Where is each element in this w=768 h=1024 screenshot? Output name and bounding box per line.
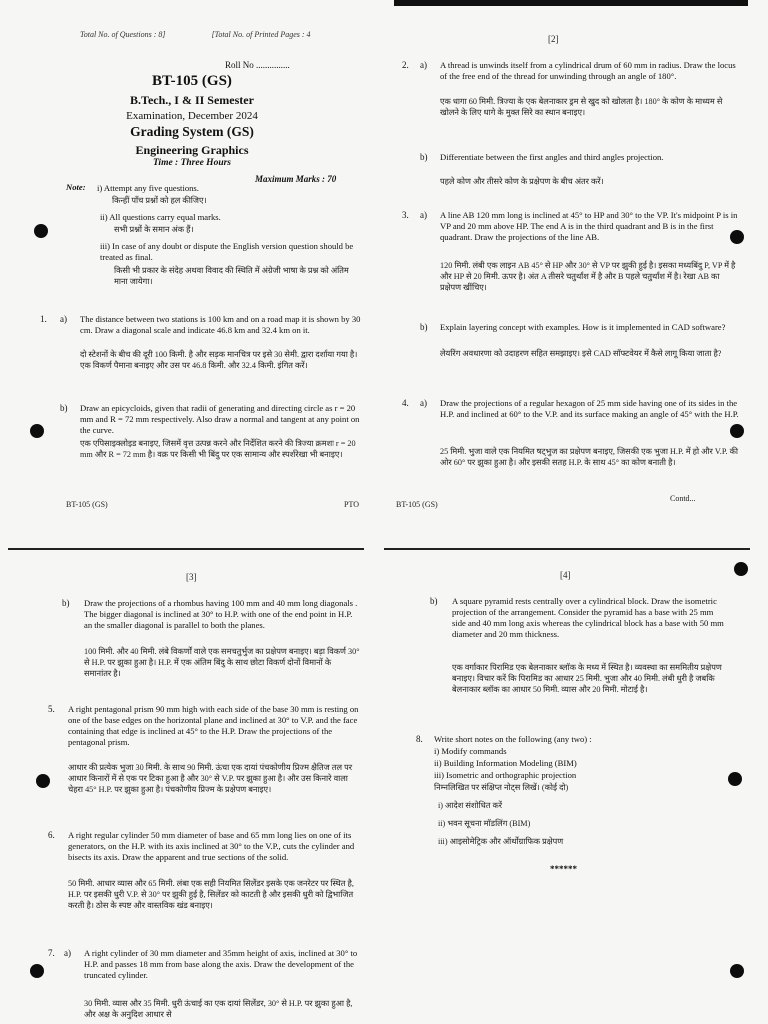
q8-item-en: ii) Building Information Modeling (BIM) [434,758,577,768]
scan-edge [8,548,364,550]
q7-number: 7. [48,948,55,958]
maximum-marks: Maximum Marks : 70 [255,174,337,184]
course-title: B.Tech., I & II Semester [130,93,254,107]
footer-code: BT-105 (GS) [396,500,438,509]
footer-contd: Contd... [670,494,696,503]
q1b-text-hi: एक एपिसाइक्लोइड बनाइए, जिसमें वृत्त उत्पन्न करने और निर्देशित करने की त्रिज्या क्रमशः r = 20 mm और R = 72 mm है। वक्र पर किसी भी बिंदु पर एक सामान्य और स्पर्शरेखा भी बनाइए। [80,439,356,460]
note-i-en: i) Attempt any five questions. [97,183,199,193]
scan-edge [384,548,750,550]
q2a-text-hi: एक धागा 60 मिमी. त्रिज्या के एक बेलनाकार ड्रम से खुद को खोलता है। 180° के कोण के माध्यम से खोलने के लिए धागे के मुक्त सिरे का स्थान बनाइए। [440,97,723,118]
q6-number: 6. [48,830,55,840]
q2a-label: a) [420,60,427,70]
punch-hole [30,964,44,978]
note-iii-en: iii) In case of any doubt or dispute the English version question should be treated as final. [100,241,354,262]
q8-item-en: iii) Isometric and orthographic projection [434,770,577,780]
q4a-text-hi: 25 मिमी. भुजा वाले एक नियमित षट्भुज का प्रक्षेपण बनाइए, जिसकी एक भुजा H.P. में हो और V.P. की ओर 60° पर झुका हुआ है। और इसकी सतह H.P. के साथ 45° का कोण बनाती है। [440,447,738,468]
exam-session: Examination, December 2024 [126,110,258,122]
roll-no: Roll No ............... [225,60,290,70]
total-questions: Total No. of Questions : 8] [80,30,166,39]
q3a-text-en: A line AB 120 mm long is inclined at 45° to HP and 30° to the VP. It's midpoint P is in VP and 20 mm above HP. The end A is in the third quadrant and B is in the first quadrant. Draw the projections of the line AB. [440,210,738,242]
page-2 [384,0,768,512]
q8-text-en: Write short notes on the following (any two) : [434,734,592,744]
q7a-text-en: A right cylinder of 30 mm diameter and 35mm height of axis, inclined at 30° to H.P. and passes 18 mm from base along the axis. Draw the development of the truncated cylinder. [84,948,358,980]
q2b-label: b) [420,152,428,162]
q6-text-hi: 50 मिमी. आधार व्यास और 65 मिमी. लंबा एक सही नियमित सिलेंडर इसके एक जनरेटर पर स्थित है, H.P. पर इसकी धुरी V.P. से 30° पर झुकी हुई है, सिलेंडर को काटती है और इसकी धुरी को द्विभाजित करती है। ठोस के स्पष्ट और वास्तविक खंड बनाइए। [68,879,354,911]
q2b-text-en: Differentiate between the first angles and third angles projection. [440,152,664,162]
punch-hole [730,230,744,244]
q8-item-hi: i) आदेश संशोधित करें [438,801,503,810]
q1b-text-en: Draw an epicycloids, given that radii of generating and directing circle as r = 20 mm and R = 72 mm respectively. Also draw a normal and tangent at any point on the curve. [80,403,360,435]
q7b-text-en: A square pyramid rests centrally over a cylindrical block. Draw the isometric projection of the arrangement. Consider the pyramid has a base with 25 mm side and 40 mm long axis whereas the cylindrical block has a base with 50 mm diameter and 20 mm thickness. [452,596,724,639]
q3-number: 3. [402,210,409,220]
q8-item-hi: iii) आइसोमेट्रिक और ऑर्थोग्राफिक प्रक्षेपण [438,837,564,846]
punch-hole [730,964,744,978]
q5-text-en: A right pentagonal prism 90 mm high with each side of the base 30 mm is resting on one of the base edges on the horizontal plane and inclined at 30° to V.P. and the face containing that edge is inclined at 45° to the H.P. Draw the projections of the pentagonal prism. [68,704,359,747]
q8-item-hi: ii) भवन सूचना मॉडलिंग (BIM) [438,819,531,828]
q5-number: 5. [48,704,55,714]
q4b-text-en: Draw the projections of a rhombus having 100 mm and 40 mm long diagonals . The bigger diagonal is inclined at 30° to H.P. with one of the end point in H.P. an the smaller diagonal is parallel to both the planes. [84,598,358,630]
end-mark: ****** [550,864,577,874]
q8-number: 8. [416,734,423,744]
q8-text-hi: निम्नलिखित पर संक्षिप्त नोट्स लिखें। (कोई दो) [434,783,569,792]
page-number: [2] [548,34,559,44]
q2-number: 2. [402,60,409,70]
q1a-label: a) [60,314,67,324]
subject-title: Engineering Graphics [135,143,249,157]
page-header [80,30,355,39]
q4-number: 4. [402,398,409,408]
page-number: [4] [560,570,571,580]
q3b-text-en: Explain layering concept with examples. How is it implemented in CAD software? [440,322,726,332]
page-3 [0,512,384,1024]
punch-hole [30,424,44,438]
q8-item-en: i) Modify commands [434,746,507,756]
q3b-text-hi: लेयरिंग अवधारणा को उदाहरण सहित समझाइए। इसे CAD सॉफ्टवेयर में कैसे लागू किया जाता है? [440,349,722,358]
q4b-label: b) [62,598,70,608]
total-pages: [Total No. of Printed Pages : 4 [211,30,311,39]
footer-pto: PTO [344,500,359,509]
q7b-text-hi: एक वर्गाकार पिरामिड एक बेलनाकार ब्लॉक के मध्य में स्थित है। व्यवस्था का सममितीय प्रक्षेपण बनाइए। विचार करें कि पिरामिड का आधार 25 मिमी. भुजा और 40 मिमी. लंबी धुरी है जबकि बेलनाकार ब्लॉक का आधार 50 मिमी. व्यास और 20 मिमी. मोटाई है। [452,663,722,695]
note-i-hi: किन्हीं पाँच प्रश्नों को हल कीजिए। [112,196,207,205]
q4b-text-hi: 100 मिमी. और 40 मिमी. लंबे विकर्णों वाले एक समचतुर्भुज का प्रक्षेपण बनाइए। बड़ा विकर्ण 30° से H.P. पर झुका हुआ है। H.P. में एक अंतिम बिंदु के साथ छोटा विकर्ण दोनों विमानों के समानांतर है। [84,647,360,679]
q3a-text-hi: 120 मिमी. लंबी एक लाइन AB 45° से HP और 30° से VP पर झुकी हुई है। इसका मध्यबिंदु P, VP में है और HP से 20 मिमी. ऊपर है। अंत A तीसरे चतुर्थांश में है और B पहले चतुर्थांश में है। रेखा AB का प्रक्षेपण खींचिए। [440,261,736,293]
q3a-label: a) [420,210,427,220]
note-ii-en: ii) All questions carry equal marks. [100,212,221,222]
punch-hole [34,224,48,238]
q2a-text-en: A thread is unwinds itself from a cylindrical drum of 60 mm in radius. Draw the locus of the free end of the thread for unwinding through an angle of 180°. [440,60,736,81]
punch-hole [36,774,50,788]
note-iii-hi: किसी भी प्रकार के संदेह अथवा विवाद की स्थिति में अंग्रेजी भाषा के प्रश्न को अंतिम माना जायेगा। [114,266,349,287]
q4a-text-en: Draw the projections of a regular hexagon of 25 mm side having one of its sides in the H.P. and inclined at 60° to the V.P. and its surface making an angle of 45° with the H.P. [440,398,739,419]
q2b-text-hi: पहले कोण और तीसरे कोण के प्रक्षेपण के बीच अंतर करें। [440,177,604,186]
q6-text-en: A right regular cylinder 50 mm diameter of base and 65 mm long lies on one of its generators, on the H.P. with its axis inclined at 30° to the V.P., cuts the cylinder and bisects its axis. Draw the apparent and true sections of the solid. [68,830,355,862]
q3b-label: b) [420,322,428,332]
punch-hole [730,424,744,438]
q7a-text-hi: 30 मिमी. व्यास और 35 मिमी. धुरी ऊंचाई का एक दायां सिलेंडर, 30° से H.P. पर झुका हुआ है, और अक्ष के अनुदिश आधार से [84,999,353,1020]
page-1 [0,0,384,512]
q4a-label: a) [420,398,427,408]
note-label: Note: [66,182,86,192]
scan-edge [394,0,748,6]
page-number: [3] [186,572,197,582]
punch-hole [728,772,742,786]
punch-hole [734,562,748,576]
note-ii-hi: सभी प्रश्नों के समान अंक हैं। [114,225,194,234]
grading-system: Grading System (GS) [130,124,254,139]
q1a-text-en: The distance between two stations is 100 km and on a road map it is shown by 30 cm. Draw a diagonal scale and indicate 46.8 km and 32.4 km on it. [80,314,361,335]
q1-number: 1. [40,314,47,324]
q1b-label: b) [60,403,68,413]
q7a-label: a) [64,948,71,958]
q1a-text-hi: दो स्टेशनों के बीच की दूरी 100 किमी. है और सड़क मानचित्र पर इसे 30 सेमी. द्वारा दर्शाया गया है। एक विकर्ण पैमाना बनाइए और उस पर 46.8 किमी. और 32.4 किमी. इंगित करें। [80,350,358,371]
page-4 [384,512,768,1024]
footer-code: BT-105 (GS) [66,500,108,509]
q5-text-hi: आधार की प्रत्येक भुजा 30 मिमी. के साथ 90 मिमी. ऊंचा एक दायां पंचकोणीय प्रिज्म क्षैतिज तल पर आधार किनारों में से एक पर टिका हुआ है और 30° से V.P. पर झुका हुआ है। और उस किनारे वाला चेहरा 45° H.P. पर झुका हुआ है। पंचकोणीय प्रिज्म के प्रक्षेपण बनाइए। [68,763,353,795]
paper-code: BT-105 (GS) [152,73,232,89]
time-allowed: Time : Three Hours [152,158,232,168]
q7b-label: b) [430,596,438,606]
